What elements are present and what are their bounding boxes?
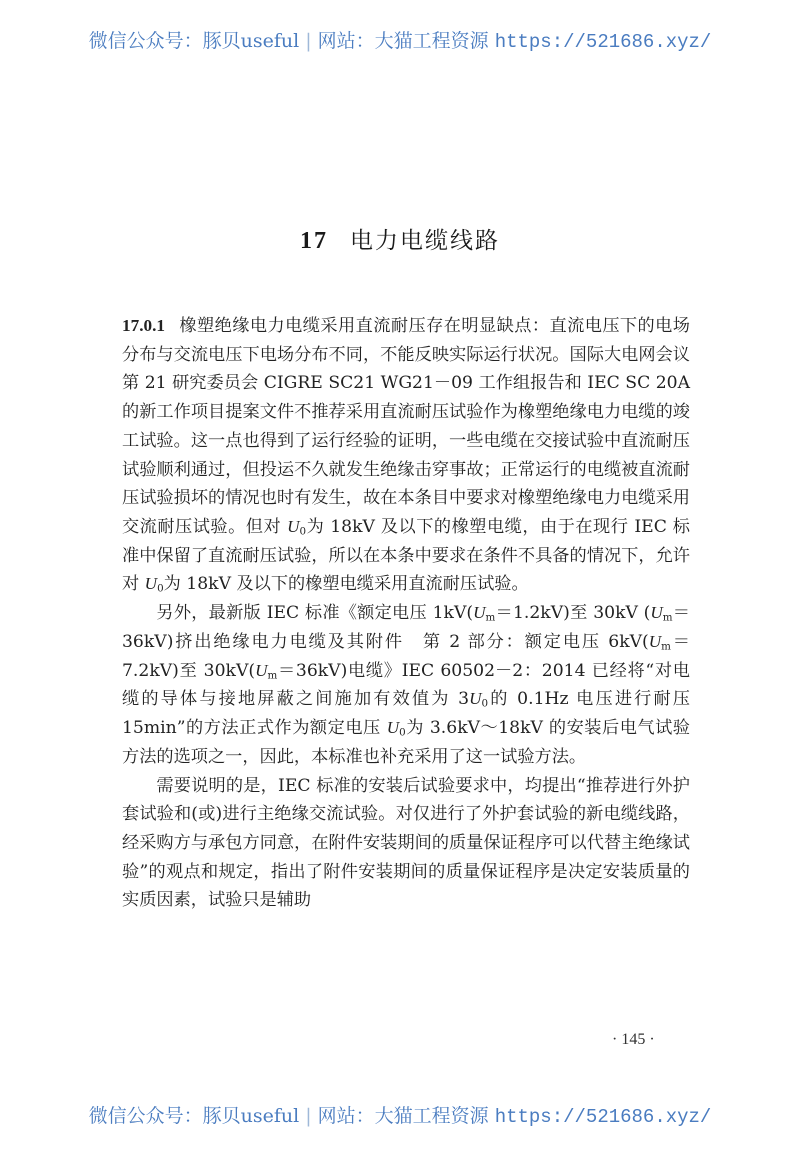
subscript-m: m xyxy=(662,611,673,624)
watermark-label: 微信公众号：豚贝useful xyxy=(88,1105,300,1127)
paragraph-1 xyxy=(122,312,690,599)
paragraph-text: 的 0.1Hz 电压进行耐压 15min”的方法正式作为额定电压 xyxy=(122,689,690,739)
symbol-u: U xyxy=(650,603,663,623)
paragraph-text: ＝36kV)挤出绝缘电力电缆及其附件 第 2 部分：额定电压 6kV( xyxy=(122,603,690,652)
subscript-m: m xyxy=(485,611,496,624)
paragraph-text: 为 3.6kV～18kV 的安装后电气试验方法的选项之一，因此，本标准也补充采用了这一试验方法。 xyxy=(122,718,690,767)
symbol-u: U xyxy=(473,603,486,623)
subscript-m: m xyxy=(661,640,671,653)
paragraph-text: 为 18kV 及以下的橡塑电缆采用直流耐压试验。 xyxy=(163,574,529,595)
symbol-u: U xyxy=(469,689,482,709)
paragraph-text: ＝7.2kV)至 30kV( xyxy=(122,631,690,681)
chapter-title-text: 电力电缆线路 xyxy=(350,228,500,254)
subscript-0: 0 xyxy=(299,525,307,538)
symbol-u: U xyxy=(287,517,300,537)
clause-body xyxy=(122,312,690,915)
watermark-separator: | xyxy=(305,1105,312,1127)
paragraph-2 xyxy=(122,599,690,771)
subscript-0: 0 xyxy=(157,583,164,596)
watermark-label: 微信公众号：豚贝useful xyxy=(88,30,300,52)
paragraph-text: ＝36kV)电缆》IEC 60502－2：2014 已经将“对电缆的导体与接地屏蔽之间施加有效值为 3 xyxy=(122,660,690,710)
page-number: · 145 · xyxy=(612,1031,655,1048)
watermark-separator: | xyxy=(305,30,312,52)
watermark-url: https://521686.xyz/ xyxy=(494,1106,712,1128)
paragraph-text: 为 18kV 及以下的橡塑电缆，由于在现行 IEC 标准中保留了直流耐压试验，所以在本条中要求在条件不具备的情况下，允许对 xyxy=(122,517,690,595)
watermark-footer xyxy=(0,1101,800,1128)
subscript-m: m xyxy=(267,669,278,682)
paragraph-text: 需要说明的是，IEC 标准的安装后试验要求中，均提出“推荐进行外护套试验和(或)进行主绝缘交流试验。对仅进行了外护套试验的新电缆线路，经采购方与承包方同意，在附件安装期间的质量保证程序可以代替主绝缘试验”的观点和规定，指出了附件安装期间的质量保证程序是决定安装质量的实质因素，试验只是辅助 xyxy=(122,775,690,911)
watermark-site-label: 网站：大猫工程资源 xyxy=(317,30,489,52)
clause-number: 17.0.1 xyxy=(122,316,165,335)
subscript-0: 0 xyxy=(399,726,406,739)
watermark-url: https://521686.xyz/ xyxy=(494,31,712,53)
symbol-u: U xyxy=(648,631,662,651)
paragraph-text: ＝1.2kV)至 30kV ( xyxy=(495,603,651,624)
watermark-header xyxy=(0,26,800,53)
watermark-site-label: 网站：大猫工程资源 xyxy=(317,1105,489,1127)
subscript-0: 0 xyxy=(481,697,489,710)
symbol-u: U xyxy=(144,574,158,594)
paragraph-text: 橡塑绝缘电力电缆采用直流耐压存在明显缺点：直流电压下的电场分布与交流电压下电场分布不同，不能反映实际运行状况。国际大电网会议第 21 研究委员会 CIGRE SC21 WG21－09 工作组报告和 IEC SC 20A 的新工作项目提案文件不推荐采用直流耐压试验作为橡塑绝缘电力电缆的竣工试验。这一点也得到了运行经验的证明，一些电缆在交接试验中直流耐压试验顺利通过，但投运不久就发生绝缘击穿事故；正常运行的电缆被直流耐压试验损坏的情况也时有发生，故在本条目中要求对橡塑绝缘电力电缆采用交流耐压试验。但对 xyxy=(122,316,690,538)
paragraph-3 xyxy=(122,772,690,916)
paragraph-text: 另外，最新版 IEC 标准《额定电压 1kV( xyxy=(156,603,474,624)
symbol-u: U xyxy=(255,660,268,680)
chapter-title xyxy=(0,222,800,255)
chapter-number: 17 xyxy=(300,228,328,254)
symbol-u: U xyxy=(386,718,400,738)
